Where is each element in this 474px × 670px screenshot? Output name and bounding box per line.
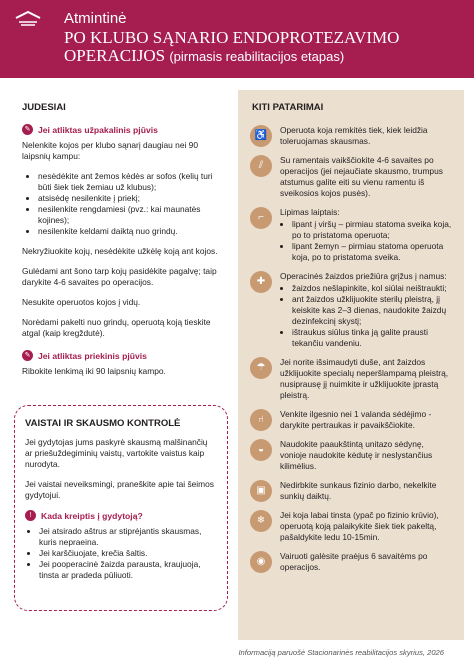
- list-item: • žaizdos nešlapinkite, kol siūlai neištraukti;: [292, 283, 452, 294]
- tip-item: ◒ Naudokite paaukštintą unitazo sėdynę, vonioje naudokite kėdutę ir neslystančius kilimėlius.: [250, 439, 452, 472]
- doctor-heading: ! Kada kreiptis į gydytoją?: [25, 510, 217, 521]
- header-big-title: PO KLUBO SĄNARIO ENDOPROTEZAVIMO OPERACIJOS (pirmasis reabilitacijos etapas): [64, 28, 400, 65]
- posterior-list: [22, 171, 228, 237]
- posterior-p2: Gulėdami ant šono tarp kojų pasidėkite pagalvę; taip darykite 4-6 savaites po operacijos.: [22, 266, 217, 287]
- tip-item: ⫽ Su ramentais vaikščiokite 4-6 savaites po operacijos (jei nejaučiate skausmo, trumpus atstumus galite eiti su vienu ramentu iš sveikosios kojos pusės).: [250, 155, 452, 199]
- posterior-p4: Norėdami pakelti nuo grindų, operuotą koją tieskite atgal (kaip kregždutė).: [22, 317, 211, 338]
- knife-icon: ✎: [22, 350, 33, 361]
- medication-p1: Jei gydytojas jums paskyrė skausmą malšinančių ar priešuždegiminių vaistų, vartokite vaistus kaip nurodyta.: [25, 437, 208, 469]
- tip-item: ❄ Jei koja labai tinsta (ypač po fizinio krūvio), operuotą koją palaikykite šiek tiek pakeltą, pašaldykite ledu 10-15min.: [250, 510, 452, 543]
- anterior-text: Ribokite lenkimą iki 90 laipsnių kampo.: [22, 366, 166, 376]
- posterior-p1: Nekryžiuokite kojų, nesėdėkite užkėlę koją ant kojos.: [22, 246, 218, 256]
- anterior-incision-heading: ✎ Jei atliktas priekinis pjūvis: [22, 350, 228, 361]
- tip-item: ⑁ Venkite ilgesnio nei 1 valanda sėdėjimo - darykite pertraukas ir pavaikščiokite.: [250, 409, 452, 431]
- list-item: • nesilenkite keldami daiktą nuo grindų.: [38, 226, 228, 237]
- footer-credit: Informaciją paruošė Stacionarinės reabilitacijos skyrius, 2026: [238, 648, 444, 657]
- medication-title: VAISTAI IR SKAUSMO KONTROLĖ: [25, 418, 181, 429]
- list-item: • nesėdėkite ant žemos kėdės ar sofos (kelių turi būti šiek tiek žemiau už klubus);: [38, 171, 228, 193]
- tip-item: ⌐ Lipimas laiptais: • lipant į viršų – pirmiau statoma sveika koja, po to pristatoma operuota; • lipant žemyn – pirmiau statoma operuota koja, po to pristatoma sveika.: [250, 207, 452, 263]
- stairs-icon: ⌐: [250, 207, 272, 229]
- posterior-intro: Nelenkite kojos per klubo sąnarį daugiau nei 90 laipsnių kampu:: [22, 140, 198, 161]
- list-item: • Jei atsirado aštrus ar stiprėjantis skausmas, kuris nepraeina.: [39, 526, 217, 548]
- posterior-p3: Nesukite operuotos kojos į vidų.: [22, 297, 141, 307]
- other-tips-panel: [238, 90, 464, 640]
- bandage-icon: ✚: [250, 271, 272, 293]
- shower-icon: ☂: [250, 357, 272, 379]
- list-item: • Jei karščiuojate, krečia šaltis.: [39, 548, 217, 559]
- other-tips-title: KITI PATARIMAI: [252, 102, 324, 113]
- list-item: • ant žaizdos užklijuokite sterilų pleistrą, jį keiskite kas 2–3 dienas, naudokite žaizdų dezinfekcinį skystį;: [292, 294, 452, 327]
- medication-box: [14, 405, 228, 611]
- list-item: • nesilenkite rengdamiesi (pvz.: kai maunatės kojines);: [38, 204, 228, 226]
- bag-icon: ▣: [250, 480, 272, 502]
- hospital-logo-icon: [14, 10, 42, 30]
- car-icon: ◉: [250, 551, 272, 573]
- list-item: • atsisėdę nesilenkite į priekį;: [38, 193, 228, 204]
- list-item: • ištraukus siūlus tinka ją galite prausti tekančiu vandeniu.: [292, 327, 452, 349]
- chair-icon: ⑁: [250, 409, 272, 431]
- list-item: • lipant žemyn – pirmiau statoma operuota koja, po to pristatoma sveika.: [292, 241, 452, 263]
- posterior-incision-heading: ✎ Jei atliktas užpakalinis pjūvis: [22, 124, 228, 135]
- alert-icon: !: [25, 510, 36, 521]
- tip-item: ♿ Operuota koja remkitės tiek, kiek leidžia toleruojamas skausmas.: [250, 125, 452, 147]
- ice-icon: ❄: [250, 510, 272, 532]
- tip-item: ✚ Operacinės žaizdos priežiūra grįžus į namus: • žaizdos nešlapinkite, kol siūlai neištraukti; • ant žaizdos užklijuokite sterilų pleistrą, jį keiskite kas 2–3 dienas, naudokite žaizdų dezinfekcinį skystį; • ištraukus siūlus tinka ją galite prausti tekančiu vandeniu.: [250, 271, 452, 349]
- doctor-list: [25, 526, 217, 581]
- movements-section: [22, 102, 228, 386]
- tip-item: ◉ Vairuoti galėsite praėjus 6 savaitėms po operacijos.: [250, 551, 452, 573]
- header-subtitle: (pirmasis reabilitacijos etapas): [169, 49, 345, 64]
- medication-p2: Jei vaistai neveiksmingi, praneškite apie tai šeimos gydytojui.: [25, 479, 214, 500]
- knife-icon: ✎: [22, 124, 33, 135]
- header-banner: [0, 0, 474, 78]
- tip-item: ☂ Jei norite išsimaudyti duše, ant žaizdos užklijuokite specialų neperšlampamą pleistrą, nusiprausę jį nuimkite ir užklijuokite įprastą pleistrą.: [250, 357, 452, 401]
- list-item: • lipant į viršų – pirmiau statoma sveika koja, po to pristatoma operuota;: [292, 219, 452, 241]
- list-item: • Jei pooperacinė žaizda parausta, kraujuoja, tinsta ar pradeda pūliuoti.: [39, 559, 217, 581]
- header-small-title: Atmintinė: [64, 10, 127, 27]
- movements-title: JUDESIAI: [22, 102, 66, 113]
- crutches-icon: ⫽: [250, 155, 272, 177]
- leg-icon: ♿: [250, 125, 272, 147]
- tip-item: ▣ Nedirbkite sunkaus fizinio darbo, nekelkite sunkių daiktų.: [250, 480, 452, 502]
- toilet-icon: ◒: [250, 439, 272, 461]
